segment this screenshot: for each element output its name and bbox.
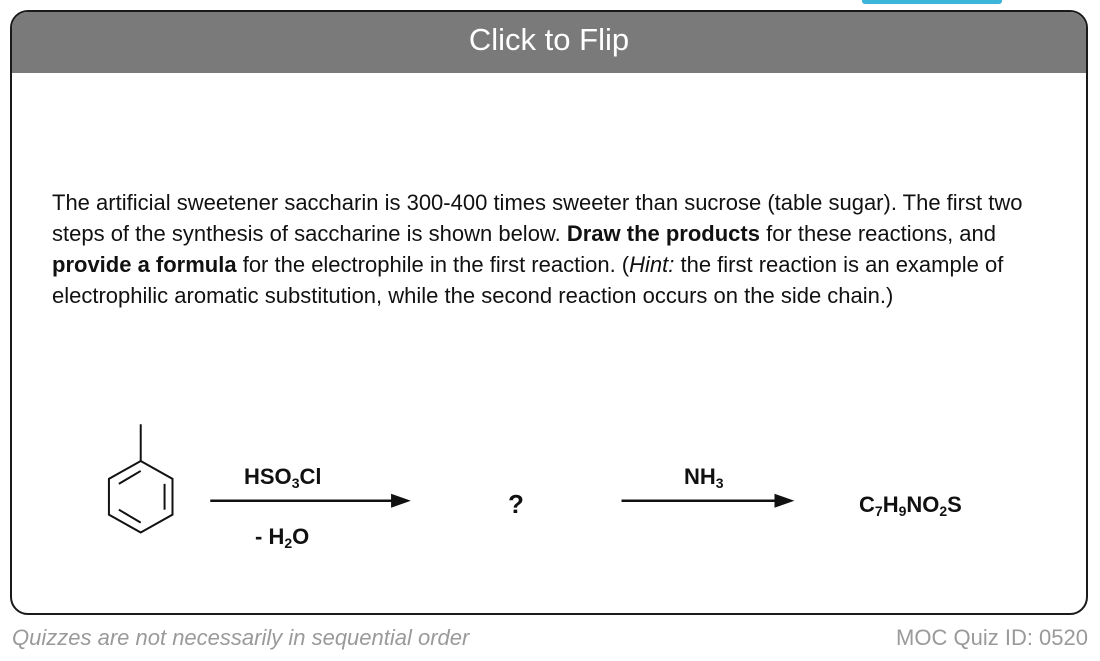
toluene-structure-icon [109,424,173,532]
quiz-id: MOC Quiz ID: 0520 [896,625,1088,650]
question-part-3: for the electrophile in the first reaction. ( [236,252,630,277]
product-formula: $C_7H_9NO_2S$ [859,492,962,519]
question-part-1: The artificial sweetener saccharin is 300-400 times sweeter than sucrose (table sugar). The first two steps of the synthesis of saccharine is shown below. [52,190,1023,246]
intermediate-unknown: ? [508,489,524,519]
sequence-disclaimer: Quizzes are not necessarily in sequential order [12,625,470,650]
question-bold-2: provide a formula [52,252,237,277]
question-part-4: the first reaction is an example of electrophilic aromatic substitution, while the second reaction occurs on the side chain.) [52,252,1004,308]
question-part-2: for these reactions, and [759,221,997,246]
reagent-1: $HSO_3Cl$ [244,464,322,491]
reaction-arrow-2 [622,494,795,508]
top-tab-indicator [862,0,1002,4]
reagent-2: $NH_3$ [684,464,724,491]
reaction-scheme [12,12,1086,613]
flashcard[interactable] [10,10,1088,615]
reagent-1-condition: - $H_2O$ [255,524,310,551]
question-bold-1: Draw the products [566,221,760,246]
reaction-arrow-1 [210,494,411,508]
question-hint-label: Hint: [629,252,675,277]
click-to-flip-button[interactable]: Click to Flip [12,12,1086,73]
